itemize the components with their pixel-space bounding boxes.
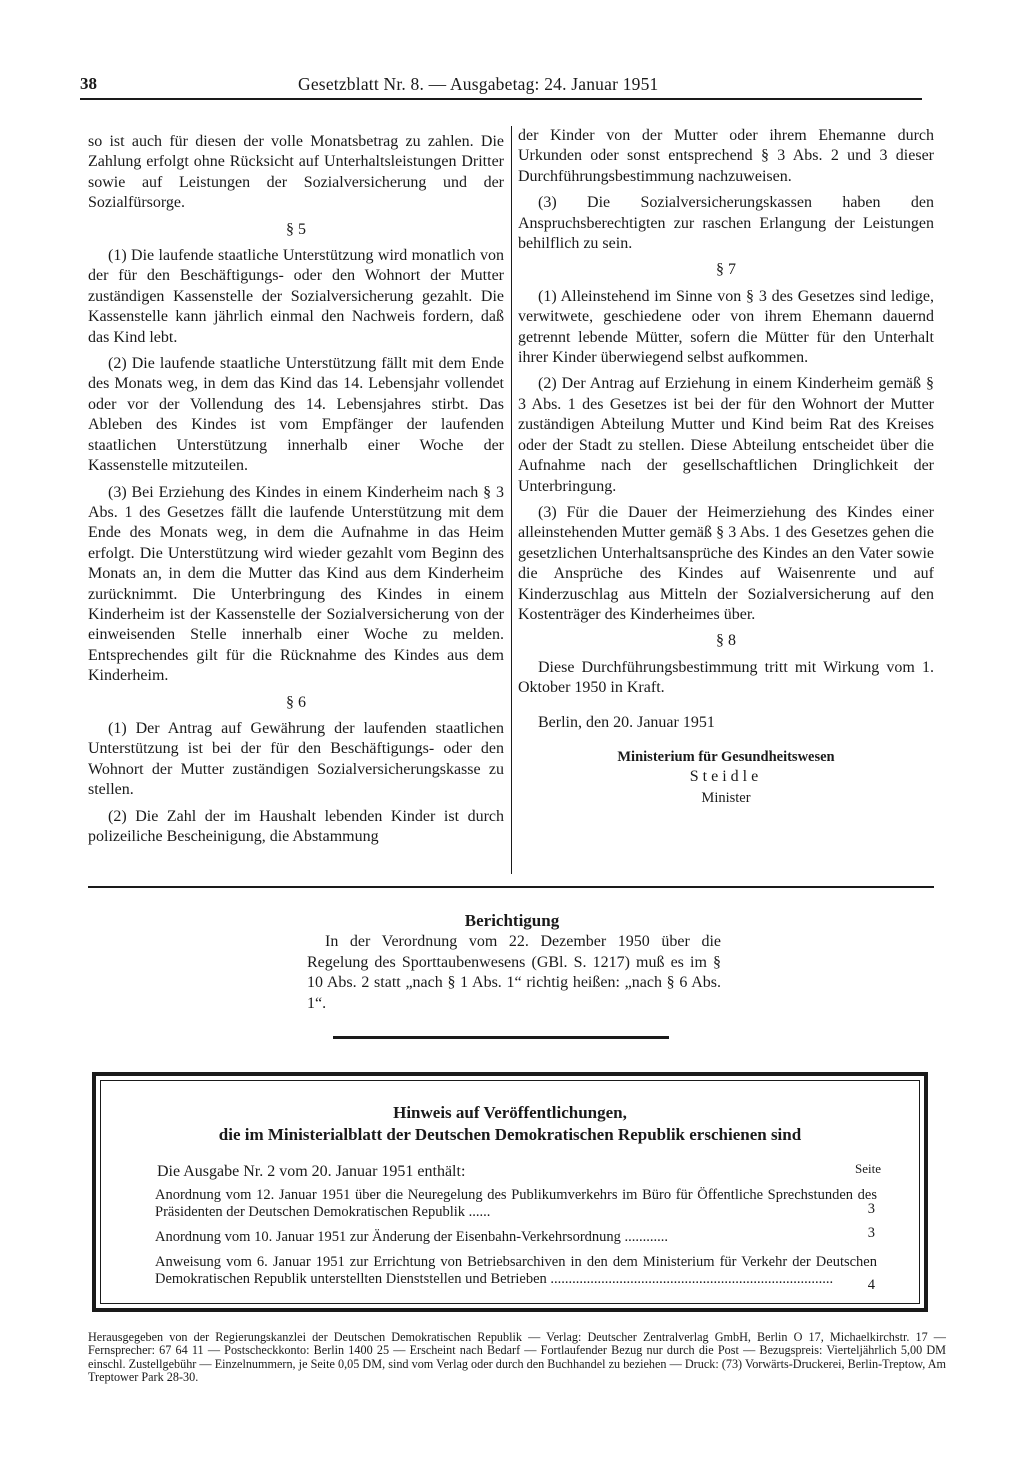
imprint-footer: Herausgegeben von der Regierungskanzlei der Deutschen Demokratischen Republik — Verlag: Deutscher Zentralverlag GmbH, Berlin O 17, Michaelkirchstr. 17 — Fernsprecher: 67 64 11 — Postscheckkonto: Berlin 1400 25 — Erscheint nach Bedarf — Fortlaufender Bezug nur durch die Post — Bezugspreis: Vierteljährlich 5,00 DM einschl. Zustellgebühr — Einzelnummern, je Seite 0,05 DM, sind vom Verlag oder durch den Buchhandel zu beziehen — Druck: (73) Vorwärts-Druckerei, Berlin-Treptow, Am Treptower Park 28-30. [88, 1330, 946, 1385]
list-item: Anordnung vom 12. Januar 1951 über die Neuregelung des Publikumverkehrs im Büro für Öffentliche Sprechstunden des Präsidenten der Deutschen Demokratischen Republik ...... [155, 1187, 877, 1220]
paragraph: (1) Die laufende staatliche Unterstützung wird monatlich von der für den Beschäftigungs- oder den Wohnort der Mutter zuständigen Kassenstelle der Sozialversicherung gezahlt. Die Kassenstelle kann jährlich einmal den Nachweis fordern, daß das Kind lebt. [88, 247, 504, 346]
paragraph: (1) Der Antrag auf Gewährung der laufenden staatlichen Unterstützung ist bei der für den Beschäftigungs- oder den Wohnort der Mutter zuständigen Sozialversicherungskasse zu stellen. [88, 719, 504, 799]
page-column-label: Seite [855, 1161, 881, 1176]
notice-entries [155, 1187, 877, 1296]
section-heading-5: § 5 [286, 220, 306, 238]
section-heading-6: § 6 [286, 693, 306, 711]
correction-text: In der Verordnung vom 22. Dezember 1950 über die Regelung des Sporttaubenwesens (GBl. S. 1217) muß es im § 10 Abs. 2 statt „nach § 1 Abs. 1“ richtig heißen: „nach § 6 Abs. 1“. [307, 933, 721, 1012]
publications-notice-box [92, 1072, 928, 1312]
correction-title: Berichtigung [464, 911, 560, 930]
page-number: 38 [80, 74, 97, 93]
right-column [518, 126, 934, 808]
correction-body [307, 932, 721, 1014]
page-header [80, 72, 922, 100]
short-divider [333, 1036, 669, 1039]
signatory-name: Steidle [689, 768, 763, 786]
paragraph: so ist auch für diesen der volle Monatsbetrag zu zahlen. Die Zahlung erfolgt ohne Rücksicht auf Unterhaltsleistungen Dritter sowie auf Leistungen der Sozialversicherung und der Sozialfürsorge. [88, 133, 504, 212]
section-heading-7: § 7 [716, 261, 736, 279]
notice-title: Hinweis auf Veröffentlichungen, [393, 1103, 627, 1122]
paragraph: Diese Durchführungsbestimmung tritt mit Wirkung vom 1. Oktober 1950 in Kraft. [518, 658, 934, 697]
paragraph: (2) Der Antrag auf Erziehung in einem Kinderheim gemäß § 3 Abs. 1 des Gesetzes ist bei der für den Wohnort der Mutter zuständigen Abteilung Mutter und Kind beim Rat des Kreises oder der Stadt zu stellen. Diese Abteilung entscheidet über die Aufnahme nach der gesellschaftlichen Dringlichkeit der Unterbringung. [518, 375, 934, 495]
signatory-title: Minister [701, 789, 751, 806]
list-item: Anweisung vom 6. Januar 1951 zur Errichtung von Betriebsarchiven in den dem Ministerium für Verkehr der Deutschen Demokratischen Republik unterstellten Dienststellen und Betrieben .............................................................................. [155, 1254, 877, 1287]
paragraph: (2) Die laufende staatliche Unterstützung fällt mit dem Ende des Monats weg, in dem das Kind das 14. Lebensjahr vollendet oder vor der Vollendung des 14. Lebensjahres stirbt. Das Ableben des Kindes ist vom Empfänger der laufenden staatlichen Unterstützung innerhalb einer Woche der Kassenstelle mitzuteilen. [88, 355, 504, 475]
notice-subtitle: die im Ministerialblatt der Deutschen Demokratischen Republik erschienen sind [218, 1125, 802, 1144]
entry-page-number: 3 [867, 1201, 875, 1217]
gazette-title: Gesetzblatt Nr. 8. — Ausgabetag: 24. Januar 1951 [298, 74, 659, 94]
section-heading-8: § 8 [716, 632, 736, 650]
issue-line: Die Ausgabe Nr. 2 vom 20. Januar 1951 enthält: [157, 1163, 466, 1180]
signature-ministry: Ministerium für Gesundheitswesen [617, 748, 835, 765]
paragraph: (3) Für die Dauer der Heimerziehung des Kindes einer alleinstehenden Mutter gemäß § 3 Abs. 1 des Gesetzes gehen die gesetzlichen Unterhaltsansprüche des Kindes an den Vater sowie die Ansprüche des Kindes auf Waisenrente und auf Kinderzuschlag aus Mitteln der Sozialversicherung auf den Kostenträger des Kinderheimes über. [518, 503, 934, 623]
paragraph: (3) Die Sozialversicherungskassen haben den Anspruchsberechtigten zur raschen Erlangung der Leistungen behilflich zu sein. [518, 194, 934, 253]
left-column [88, 132, 504, 853]
paragraph: (3) Bei Erziehung des Kindes in einem Kinderheim nach § 3 Abs. 1 des Gesetzes fällt die laufende Unterstützung mit dem Ende des Monats weg, in dem die Aufnahme in das Heim erfolgt. Die Unterstützung wird wieder gezahlt vom Beginn des Monats an, in dem die Mutter das Kind aus dem Kinderheim zurücknimmt. Die Unterbringung des Kindes in einem Kinderheim ist der Kassenstelle der Sozialversicherung von der einweisenden Stelle innerhalb einer Woche zu melden. Entsprechendes gilt für die Rücknahme des Kindes aus dem Kinderheim. [88, 483, 504, 685]
paragraph: der Kinder von der Mutter oder ihrem Ehemanne durch Urkunden oder sonst entsprechend § 3 Abs. 2 und 3 dieser Durchführungsbestimmung nachzuweisen. [518, 127, 934, 185]
paragraph: (1) Alleinstehend im Sinne von § 3 des Gesetzes sind ledige, verwitwete, geschiedene oder von ihrem Ehemann dauernd getrennt lebende Mütter, sofern die Mütter für den Unterhalt ihrer Kinder überwiegend selbst aufkommen. [518, 287, 934, 367]
section-divider [88, 886, 934, 888]
entry-page-number: 3 [867, 1225, 875, 1241]
column-divider [511, 126, 512, 874]
notice-inner-frame [100, 1080, 920, 1304]
entry-page-number: 4 [867, 1277, 875, 1293]
place-date: Berlin, den 20. Januar 1951 [538, 713, 715, 731]
list-item: Anordnung vom 10. Januar 1951 zur Änderung der Eisenbahn-Verkehrsordnung ............ [155, 1229, 669, 1245]
paragraph: (2) Die Zahl der im Haushalt lebenden Kinder ist durch polizeiliche Bescheinigung, die Abstammung [88, 807, 504, 845]
